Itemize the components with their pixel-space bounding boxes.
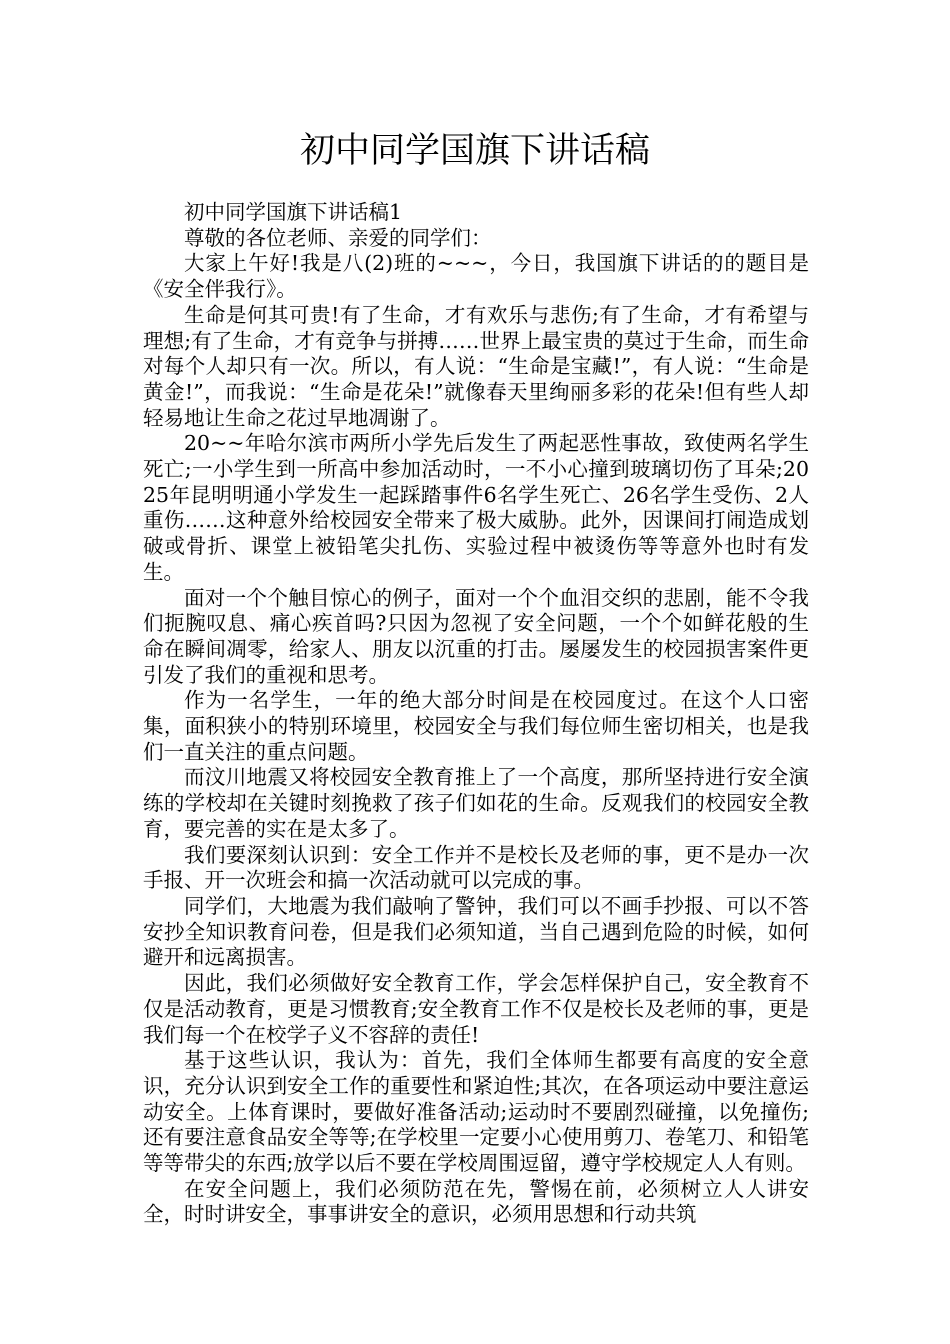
paragraph: 同学们，大地震为我们敲响了警钟，我们可以不画手抄报、可以不答安抄全知识教育问卷，但是我们必须知道，当自己遇到危险的时候，如何避开和远离损害。 bbox=[143, 893, 809, 970]
paragraph-heading: 初中同学国旗下讲话稿1 bbox=[184, 200, 403, 224]
paragraph: 在安全问题上，我们必须防范在先，警惕在前，必须树立人人讲安全，时时讲安全，事事讲安全的意识，必须用思想和行动共筑 bbox=[143, 1176, 809, 1227]
document-body bbox=[143, 200, 809, 1228]
paragraph: 作为一名学生，一年的绝大部分时间是在校园度过。在这个人口密集，面积狭小的特别环境里，校园安全与我们每位师生密切相关，也是我们一直关注的重点问题。 bbox=[143, 688, 809, 764]
paragraph: 面对一个个触目惊心的例子，面对一个个血泪交织的悲剧，能不令我们扼腕叹息、痛心疾首吗?只因为忽视了安全问题，一个个如鲜花般的生命在瞬间凋零，给家人、朋友以沉重的打击。屡屡发生的校园损害案件更引发了我们的重视和思考。 bbox=[143, 585, 809, 687]
paragraph: 而汶川地震又将校园安全教育推上了一个高度，那所坚持进行安全演练的学校却在关键时刻挽救了孩子们如花的生命。反观我们的校园安全教育，要完善的实在是太多了。 bbox=[143, 765, 809, 841]
paragraph: 生命是何其可贵!有了生命，才有欢乐与悲伤;有了生命，才有希望与理想;有了生命，才有竞争与拼搏……世界上最宝贵的莫过于生命，而生命对每个人却只有一次。所以，有人说：“生命是宝藏!”，有人说：“生命是黄金!”，而我说：“生命是花朵!”就像春天里绚丽多彩的花朵!但有些人却轻易地让生命之花过早地凋谢了。 bbox=[143, 302, 809, 430]
paragraph: 基于这些认识，我认为：首先，我们全体师生都要有高度的安全意识，充分认识到安全工作的重要性和紧迫性;其次，在各项运动中要注意运动安全。上体育课时，要做好准备活动;运动时不要剧烈碰撞，以免撞伤;还有要注意食品安全等等;在学校里一定要小心使用剪刀、卷笔刀、和铅笔等等带尖的东西;放学以后不要在学校周围逗留，遵守学校规定人人有则。 bbox=[143, 1048, 809, 1176]
paragraph: 20~~年哈尔滨市两所小学先后发生了两起恶性事故，致使两名学生死亡;一小学生到一所高中参加活动时，一不小心撞到玻璃切伤了耳朵;2025年昆明明通小学发生一起踩踏事件6名学生死亡、26名学生受伤、2人重伤……这种意外给校园安全带来了极大威胁。此外，因课间打闹造成划破或骨折、课堂上被铅笔尖扎伤、实验过程中被烫伤等等意外也时有发生。 bbox=[143, 431, 809, 584]
paragraph: 因此，我们必须做好安全教育工作，学会怎样保护自己，安全教育不仅是活动教育，更是习惯教育;安全教育工作不仅是校长及老师的事，更是我们每一个在校学子义不容辞的责任! bbox=[143, 971, 809, 1047]
document-title: 初中同学国旗下讲话稿 bbox=[299, 131, 650, 171]
paragraph-greeting: 尊敬的各位老师、亲爱的同学们： bbox=[184, 225, 492, 250]
paragraph: 大家上午好!我是八(2)班的~~~，今日，我国旗下讲话的的题目是《安全伴我行》。 bbox=[143, 251, 809, 302]
paragraph: 我们要深刻认识到：安全工作并不是校长及老师的事，更不是办一次手报、开一次班会和搞一次活动就可以完成的事。 bbox=[143, 842, 809, 893]
